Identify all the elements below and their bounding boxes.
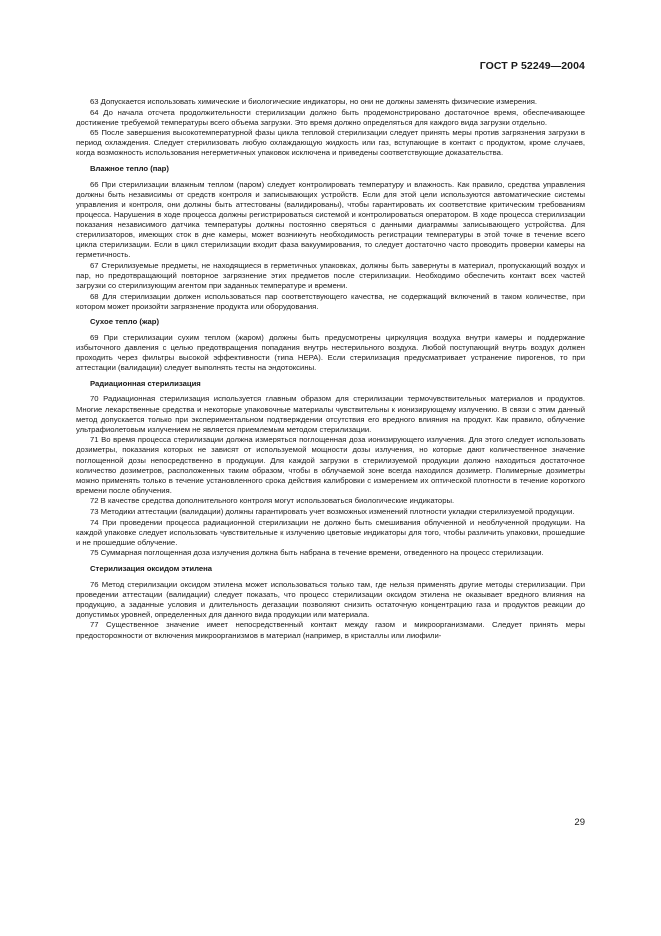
standard-header: ГОСТ Р 52249—2004	[479, 60, 585, 72]
paragraph: 67 Стерилизуемые предметы, не находящиеся в герметичных упаковках, должны быть завернуты в материал, пропускающий воздух и пар, но предотвращающий повторное загрязнение этих предметов после стерилизации. Необходимо обеспечить контакт всех частей загрузки со стерилизующим агентом при заданных температуре и времени.	[76, 260, 585, 291]
document-body	[76, 97, 585, 641]
paragraph: 69 При стерилизации сухим теплом (жаром) должны быть предусмотрены циркуляция воздуха внутри камеры и поддержание избыточного давления с целью предотвращения попадания внутрь нестерильного воздуха. Любой поступающий внутрь воздух должен проходить через фильтры высокой эффективности (типа НЕРА). Если стерилизация предусматривает устранение пирогенов, то при аттестации (валидации) следует выполнять тесты на эндотоксины.	[76, 332, 585, 373]
paragraph: 63 Допускается использовать химические и биологические индикаторы, но они не должны заменять физические измерения.	[90, 97, 538, 106]
paragraph: 71 Во время процесса стерилизации должна измеряться поглощенная доза ионизирующего излучения. Для этого следует использовать дозиметры, показания которых не зависят от используемой мощности дозы излучения, но которые дают количественное значение поглощенной дозы непосредственно в продукции. Для каждой загрузки в стерилизуемой продукции должно находиться достаточное количество дозиметров, расположенных таким образом, чтобы в облучаемой зоне всегда находился дозиметр. Полимерные дозиметры можно применять только в течение установленного срока действия калибровки с измерением их оптической плотности в течение короткого времени после облучения.	[76, 435, 585, 495]
paragraph: 65 После завершения высокотемпературной фазы цикла тепловой стерилизации следует принять меры против загрязнения загрузки в период охлаждения. Следует стерилизовать любую охлаждающую жидкость или газ, вступающие в контакт с продуктом, кроме случаев, когда возможность использования негерметичных упаковок исключена и приведены соответствующие доказательства.	[76, 128, 585, 158]
paragraph: 77 Существенное значение имеет непосредственный контакт между газом и микроорганизмами. Следует принять меры предосторожности от включения микроорганизмов в материал (например, в кристаллы или лиофили-	[76, 620, 585, 640]
paragraph: 68 Для стерилизации должен использоваться пар соответствующего качества, не содержащий включений в таком количестве, при котором может произойти загрязнение продукта или оборудования.	[76, 291, 585, 311]
section-heading: Влажное тепло (пар)	[90, 164, 169, 174]
section-heading: Радиационная стерилизация	[90, 378, 201, 388]
paragraph: 72 В качестве средства дополнительного контроля могут использоваться биологические индикаторы.	[90, 496, 455, 506]
section-heading: Стерилизация оксидом этилена	[90, 563, 213, 573]
paragraph: 73 Методики аттестации (валидации) должны гарантировать учет возможных изменений плотности укладки стерилизуемой продукции.	[90, 506, 575, 516]
paragraph: 66 При стерилизации влажным теплом (паром) следует контролировать температуру и влажность. Как правило, средства управления должны быть независимы от средств контроля и записывающих устройств. Если для этой цели используются автоматические системы управления и контроля, они должны быть аттестованы (валидированы), чтобы гарантировать их соответствие критическим требованиям процесса. Нарушения в ходе процесса должны регистрироваться системой и контролироваться оператором. В ходе процесса стерилизации показания независимого датчика температуры должны постоянно сверяться с данными диаграммы записывающего устройства. Для стерилизаторов, имеющих сток в дне камеры, может возникнуть необходимость регистрации температуры в этой точке в течение всего цикла стерилизации. Если в цикл стерилизации входит фаза вакуумирования, то следует достаточно часто проводить проверки камеры на герметичность.	[76, 179, 585, 260]
paragraph: 64 До начала отсчета продолжительности стерилизации должно быть продемонстрировано достаточное время, обеспечивающее достижение требуемой температуры всего объема загрузки. Это время должно определяться для каждого вида загрузки отдельно.	[76, 107, 585, 127]
paragraph: 75 Суммарная поглощенная доза излучения должна быть набрана в течение времени, отведенного на процесс стерилизации.	[90, 548, 544, 558]
paragraph: 74 При проведении процесса радиационной стерилизации не должно быть смешивания облученной и необлученной продукции. На каждой упаковке следует использовать чувствительные к излучению цветовые индикаторы для того, чтобы различить упаковки, прошедшие и не прошедшие облучение.	[76, 517, 585, 547]
page-number: 29	[574, 817, 585, 828]
section-heading: Сухое тепло (жар)	[90, 317, 160, 327]
paragraph: 76 Метод стерилизации оксидом этилена может использоваться только там, где нельзя применять другие методы стерилизации. При проведении аттестации (валидации) следует показать, что процесс стерилизации оксидом этилена не оказывает вредного влияния на продукцию, а заданные условия и длительность дегазации позволяют снизить остаточную концентрацию газа и продуктов реакции до допустимых уровней, определенных для данного вида продукции или материала.	[76, 579, 585, 619]
paragraph: 70 Радиационная стерилизация используется главным образом для стерилизации термочувствительных материалов и продуктов. Многие лекарственные средства и некоторые упаковочные материалы чувствительны к ионизирующему излучению. В связи с этим данный метод допускается только при экспериментальном подтверждении отсутствия его вредного влияния на продукт. Как правило, облучение ультрафиолетовым излучением не является приемлемым методом стерилизации.	[76, 394, 585, 434]
